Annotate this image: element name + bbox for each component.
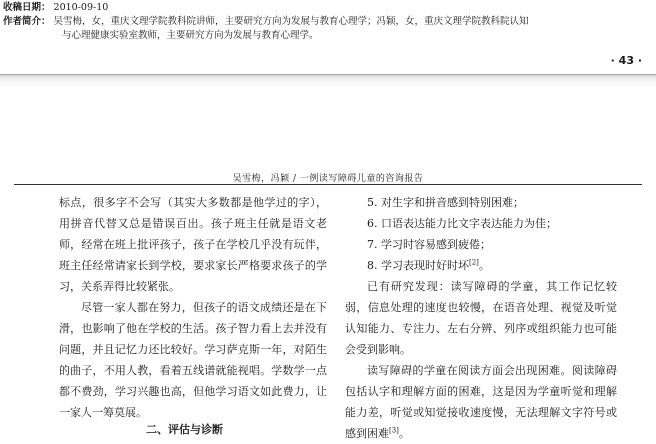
author-bio-line-2 <box>62 29 319 42</box>
section-heading: 二、评估与诊断 <box>146 423 223 436</box>
right-paragraph-2-end: 。 <box>398 427 410 440</box>
previous-page-bottom <box>0 0 656 74</box>
list-item: 7. 学习时容易感到疲倦； <box>367 238 491 251</box>
list-item-text: 8. 学习表现时好时坏 <box>367 259 469 272</box>
right-paragraph-2-text: 读写障碍的学童在阅读方面会出现困难。阅读障碍包括认字和理解方面的困难，这是因为学童听觉和理解能力差，听觉或知觉接收速度慢，无法理解文字符号或感到困难 <box>345 364 617 440</box>
page-number: · 43 · <box>610 54 642 67</box>
citation-ref: [2] <box>469 258 479 267</box>
received-date-value: 2010-09-10 <box>53 2 109 13</box>
list-item <box>345 255 617 276</box>
right-column <box>345 192 617 444</box>
left-paragraph-1: 标点，很多字不会写（其实大多数都是他学过的字），用拼音代替又总是错误百出。孩子班主任就是语文老师，经常在班上批评孩子，孩子在学校几乎没有玩伴，班主任经常请家长到学校，要求家长严格要求孩子的学习，关系弄得比较紧张。 <box>59 196 327 293</box>
author-bio-label: 作者简介： <box>3 16 51 27</box>
running-head-rule <box>14 184 642 185</box>
author-bio-line-1 <box>3 15 529 28</box>
left-column <box>59 192 327 423</box>
received-date-label: 收稿日期： <box>3 2 51 13</box>
left-paragraph-2: 尽管一家人都在努力，但孩子的语文成绩还是在下滑，也影响了他在学校的生活。孩子智力看上去并没有问题，并且记忆力还比较好。学习萨克斯一年，对陌生的曲子，不用人教，看着五线谱就能视唱。学数学一点都不费劲，学习兴趣也高，但他学习语文如此费力，让一家人一筹莫展。 <box>59 301 327 419</box>
page-gap-divider <box>0 74 656 87</box>
list-item: 6. 口语表达能力比文字表达能力为佳； <box>367 217 557 230</box>
list-item-end: 。 <box>478 259 490 272</box>
list-item: 5. 对生字和拼音感到特别困难； <box>367 196 524 209</box>
running-head: 吴雪梅，冯颖 / 一例读写障碍儿童的咨询报告 <box>232 174 424 184</box>
right-paragraph-2 <box>345 360 617 444</box>
author-bio-text-1: 吴雪梅，女，重庆文理学院教科院讲师，主要研究方向为发展与教育心理学；冯颖，女，重庆文理学院教科院认知 <box>53 16 529 27</box>
author-bio-text-2: 与心理健康实验室教师，主要研究方向为发展与教育心理学。 <box>62 30 319 41</box>
citation-ref: [3] <box>389 426 399 435</box>
right-paragraph-1: 已有研究发现：读写障碍的学童，其工作记忆较弱，信息处理的速度也较慢，在语音处理、视觉及听觉认知能力、专注力、左右分辨、列序或组织能力也可能会受到影响。 <box>345 280 617 356</box>
received-date-line <box>3 1 108 14</box>
symptom-list <box>345 192 617 276</box>
